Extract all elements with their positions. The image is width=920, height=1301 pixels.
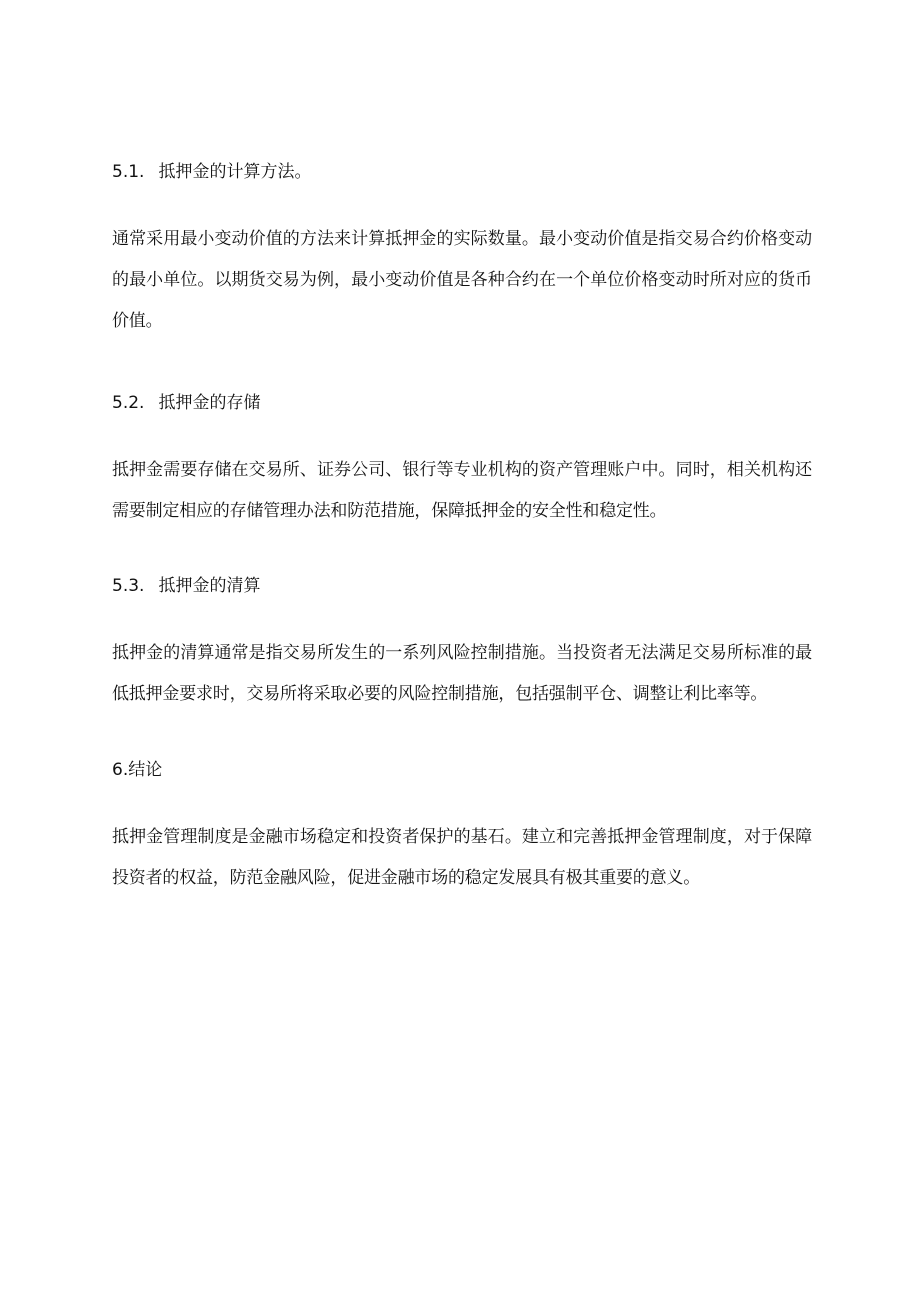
section-number: 5.3.	[112, 576, 145, 596]
section-paragraph-5-1: 通常采用最小变动价值的方法来计算抵押金的实际数量。最小变动价值是指交易合约价格变动的最小单位。以期货交易为例，最小变动价值是各种合约在一个单位价格变动时所对应的货币价值。	[112, 229, 812, 331]
section-heading-5-2	[112, 391, 260, 415]
section-heading-5-1	[112, 160, 311, 184]
section-paragraph-5-3: 抵押金的清算通常是指交易所发生的一系列风险控制措施。当投资者无法满足交易所标准的最低抵押金要求时，交易所将采取必要的风险控制措施，包括强制平仓、调整让利比率等。	[112, 643, 812, 704]
section-title: 结论	[128, 760, 163, 780]
section-heading-6	[112, 758, 162, 782]
section-number: 5.1.	[112, 162, 145, 182]
section-title: 抵押金的存储	[158, 393, 261, 413]
section-paragraph-5-2: 抵押金需要存储在交易所、证券公司、银行等专业机构的资产管理账户中。同时，相关机构还需要制定相应的存储管理办法和防范措施，保障抵押金的安全性和稳定性。	[112, 460, 812, 521]
section-number: 6.	[112, 760, 129, 780]
section-title: 抵押金的清算	[158, 576, 261, 596]
section-paragraph-6: 抵押金管理制度是金融市场稳定和投资者保护的基石。建立和完善抵押金管理制度，对于保障投资者的权益，防范金融风险，促进金融市场的稳定发展具有极其重要的意义。	[112, 827, 812, 888]
section-title: 抵押金的计算方法。	[158, 162, 312, 182]
section-heading-5-3	[112, 574, 260, 598]
section-number: 5.2.	[112, 393, 145, 413]
